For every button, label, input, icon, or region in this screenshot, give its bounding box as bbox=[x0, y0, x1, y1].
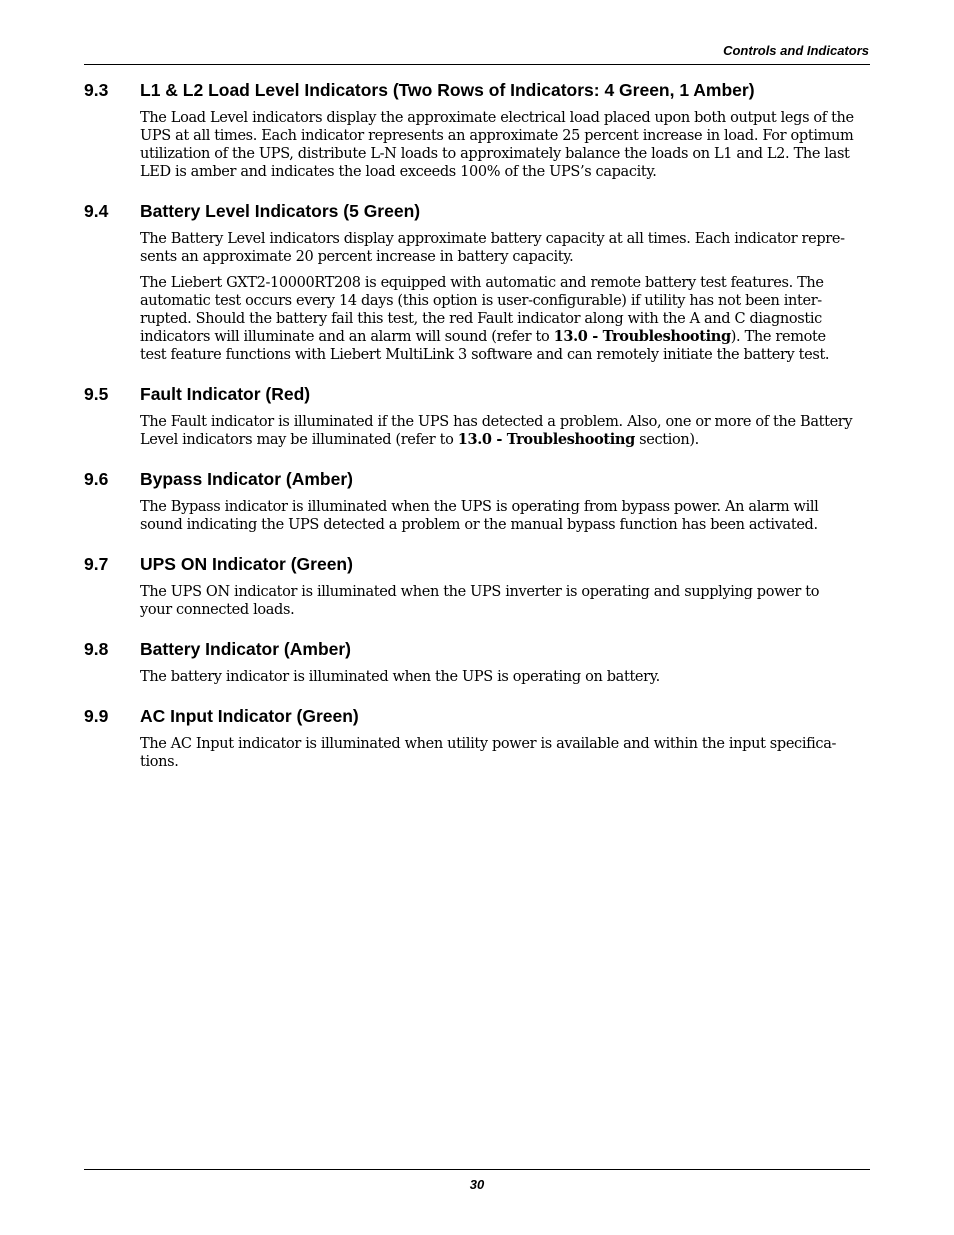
text-line: The battery indicator is illuminated when the UPS is operating on battery. bbox=[140, 669, 660, 685]
section-9-9 bbox=[84, 705, 870, 771]
section-9-8 bbox=[84, 638, 870, 686]
section-number: 9.6 bbox=[84, 469, 109, 489]
section-title: Fault Indicator (Red) bbox=[140, 384, 311, 404]
text-line: The Bypass indicator is illuminated when the UPS is operating from bypass power. An alarm will bbox=[140, 499, 819, 515]
section-heading bbox=[84, 383, 870, 405]
paragraph bbox=[140, 109, 870, 181]
text-line: UPS at all times. Each indicator represents an approximate 25 percent increase in load. For optimum bbox=[140, 128, 854, 144]
section-9-7 bbox=[84, 553, 870, 619]
text-line bbox=[140, 431, 870, 449]
paragraph bbox=[140, 413, 870, 449]
section-9-6 bbox=[84, 468, 870, 534]
section-title: UPS ON Indicator (Green) bbox=[140, 554, 353, 574]
section-number: 9.9 bbox=[84, 706, 109, 726]
paragraph bbox=[140, 583, 870, 619]
text-line: The Liebert GXT2-10000RT208 is equipped with automatic and remote battery test features. The bbox=[140, 275, 824, 291]
section-heading bbox=[84, 638, 870, 660]
section-number: 9.7 bbox=[84, 554, 109, 574]
text-line: The AC Input indicator is illuminated when utility power is available and within the input specifica- bbox=[140, 736, 837, 752]
text-line: rupted. Should the battery fail this test, the red Fault indicator along with the A and C diagnostic bbox=[140, 311, 822, 327]
text-line: sound indicating the UPS detected a problem or the manual bypass function has been activated. bbox=[140, 517, 818, 533]
section-title: AC Input Indicator (Green) bbox=[140, 706, 359, 726]
section-title: Battery Level Indicators (5 Green) bbox=[140, 201, 421, 221]
text-line: test feature functions with Liebert MultiLink 3 software and can remotely initiate the battery test. bbox=[140, 347, 830, 363]
paragraph bbox=[140, 498, 870, 534]
cross-reference-troubleshooting: 13.0 - Troubleshooting bbox=[553, 328, 731, 345]
section-9-3 bbox=[84, 79, 870, 181]
paragraph bbox=[140, 735, 870, 771]
text-run: section). bbox=[634, 432, 699, 448]
text-line: automatic test occurs every 14 days (this option is user-configurable) if utility has not been inter- bbox=[140, 293, 822, 309]
section-heading bbox=[84, 200, 870, 222]
text-line: your connected loads. bbox=[140, 602, 295, 618]
section-heading bbox=[84, 705, 870, 727]
section-heading bbox=[84, 553, 870, 575]
section-title: Bypass Indicator (Amber) bbox=[140, 469, 353, 489]
cross-reference-troubleshooting: 13.0 - Troubleshooting bbox=[457, 431, 635, 448]
document-body bbox=[84, 79, 870, 771]
text-line: The Fault indicator is illuminated if the UPS has detected a problem. Also, one or more of the Battery bbox=[140, 414, 853, 430]
text-line: sents an approximate 20 percent increase in battery capacity. bbox=[140, 249, 574, 265]
page-number: 30 bbox=[469, 1177, 485, 1192]
section-title: L1 & L2 Load Level Indicators (Two Rows of Indicators: 4 Green, 1 Amber) bbox=[140, 80, 755, 100]
paragraph bbox=[140, 668, 870, 686]
section-heading bbox=[84, 468, 870, 490]
text-run: ). The remote bbox=[730, 329, 826, 345]
section-number: 9.4 bbox=[84, 201, 109, 221]
section-heading bbox=[84, 79, 870, 101]
text-line bbox=[140, 328, 870, 346]
paragraph bbox=[140, 230, 870, 266]
text-line: The Load Level indicators display the approximate electrical load placed upon both output legs of the bbox=[140, 110, 854, 126]
text-run: Level indicators may be illuminated (refer to bbox=[140, 432, 458, 448]
paragraph bbox=[140, 274, 870, 364]
text-run: indicators will illuminate and an alarm will sound (refer to bbox=[140, 329, 554, 345]
section-number: 9.3 bbox=[84, 80, 109, 100]
section-number: 9.5 bbox=[84, 384, 109, 404]
text-line: utilization of the UPS, distribute L-N loads to approximately balance the loads on L1 and L2. The last bbox=[140, 146, 850, 162]
text-line: LED is amber and indicates the load exceeds 100% of the UPS’s capacity. bbox=[140, 164, 657, 180]
section-9-4 bbox=[84, 200, 870, 364]
footer-rule bbox=[84, 1169, 870, 1170]
section-9-5 bbox=[84, 383, 870, 449]
running-head: Controls and Indicators bbox=[723, 43, 869, 58]
section-number: 9.8 bbox=[84, 639, 109, 659]
text-line: tions. bbox=[140, 754, 179, 770]
section-title: Battery Indicator (Amber) bbox=[140, 639, 352, 659]
text-line: The UPS ON indicator is illuminated when the UPS inverter is operating and supplying power to bbox=[140, 584, 820, 600]
text-line: The Battery Level indicators display approximate battery capacity at all times. Each indicator repre- bbox=[140, 231, 845, 247]
header-rule bbox=[84, 64, 870, 65]
